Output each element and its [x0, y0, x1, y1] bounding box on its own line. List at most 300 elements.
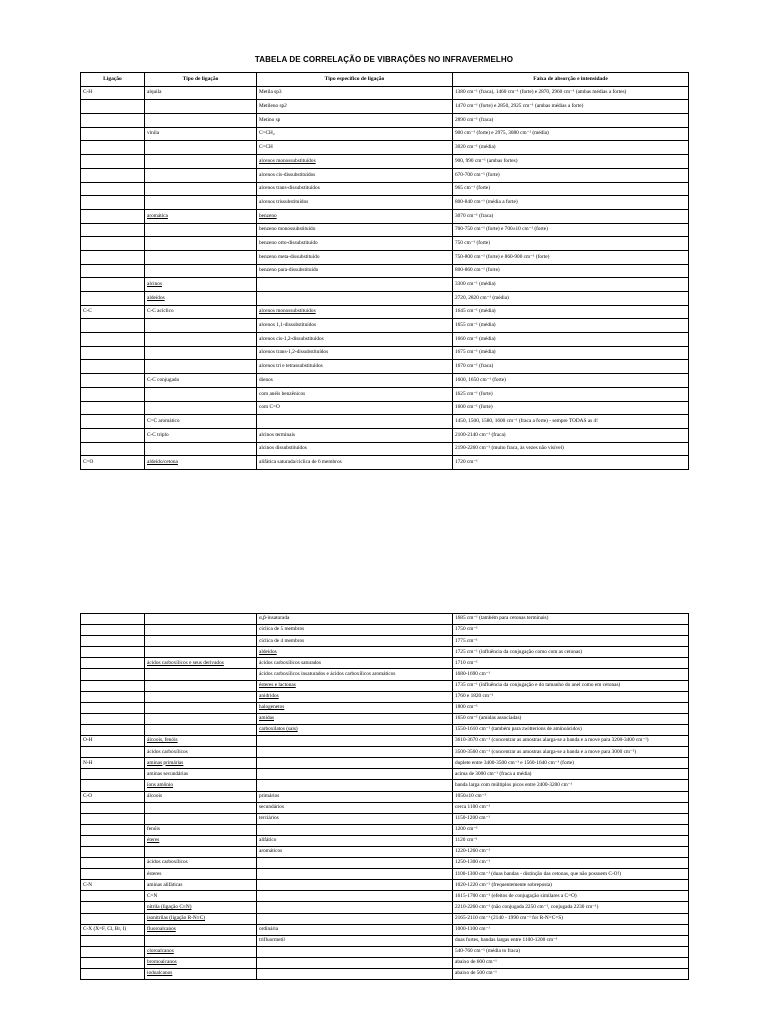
table-row — [81, 691, 689, 702]
bond-cell — [81, 428, 145, 442]
specific-type-cell: ordinária — [257, 924, 453, 935]
table-row — [81, 780, 689, 791]
table-row — [81, 669, 689, 680]
bond-cell — [81, 747, 145, 758]
absorption-cell: 1675 cm⁻¹ (média) — [453, 346, 689, 360]
page-title: TABELA DE CORRELAÇÃO DE VIBRAÇÕES NO INFRAVERMELHO — [254, 55, 514, 64]
absorption-cell: 1615-1700 cm⁻¹ (efeitos de conjugação similares a C=O) — [453, 891, 689, 902]
bond-cell — [81, 802, 145, 813]
bond-type-cell — [145, 647, 257, 658]
bond-type-cell — [145, 141, 257, 155]
absorption-cell: 1220-1260 cm⁻¹ — [453, 846, 689, 857]
specific-type-cell — [257, 858, 453, 869]
bond-type-cell: nitrila (ligação C≡N) — [145, 902, 257, 913]
bond-cell — [81, 913, 145, 924]
bond-cell — [81, 264, 145, 278]
absorption-cell: 1450, 1500, 1580, 1600 cm⁻¹ (fraca a forte) - sempre TODAS as 4! — [453, 415, 689, 429]
absorption-cell: 1685 cm⁻¹ (também para cetonas terminais) — [453, 614, 689, 625]
absorption-cell: 2210-2260 cm⁻¹ (não conjugada 2250 cm⁻¹, conjugada 2230 cm⁻¹) — [453, 902, 689, 913]
bond-type-cell: C=N — [145, 891, 257, 902]
bond-type-cell — [145, 319, 257, 333]
bond-type-cell: bromoalcanos — [145, 957, 257, 968]
bond-type-cell: fenóis — [145, 824, 257, 835]
bond-cell — [81, 625, 145, 636]
bond-type-cell — [145, 724, 257, 735]
absorption-cell: 1645 cm⁻¹ (média) — [453, 305, 689, 319]
table-row — [81, 114, 689, 128]
bond-type-cell — [145, 846, 257, 857]
bond-type-cell — [145, 346, 257, 360]
specific-type-cell: Metila sp3 — [257, 86, 453, 100]
bond-type-cell: alquila — [145, 86, 257, 100]
bond-type-cell: álcoois — [145, 791, 257, 802]
absorption-cell: 1050±10 cm⁻¹ — [453, 791, 689, 802]
absorption-cell: 1380 cm⁻¹ (fraca), 1460 cm⁻¹ (forte) e 2870, 2960 cm⁻¹ (ambas médias a fortes) — [453, 86, 689, 100]
bond-cell — [81, 196, 145, 210]
bond-cell — [81, 724, 145, 735]
bond-type-cell: C-C conjugado — [145, 374, 257, 388]
specific-type-cell: alcenos monossubstituídos — [257, 155, 453, 169]
bond-type-cell — [145, 625, 257, 636]
bond-cell — [81, 969, 145, 980]
specific-type-cell: cíclica de 5 membros — [257, 625, 453, 636]
bond-type-cell — [145, 155, 257, 169]
bond-type-cell — [145, 196, 257, 210]
absorption-cell: duplete entre 3400-3500 cm⁻¹ e 1560-1640 cm⁻¹ (forte) — [453, 758, 689, 769]
table-row — [81, 223, 689, 237]
absorption-cell: 1660 cm⁻¹ (média) — [453, 333, 689, 347]
table-row — [81, 374, 689, 388]
bond-cell — [81, 442, 145, 456]
absorption-cell: 1720 cm⁻¹ — [453, 456, 689, 470]
absorption-cell: 1550-1610 cm⁻¹ (também para zwitterions de aminoácidos) — [453, 724, 689, 735]
specific-type-cell: benzeno para-dissubstituído — [257, 264, 453, 278]
bond-cell — [81, 127, 145, 141]
correlation-table-part-2 — [80, 613, 689, 980]
table-row — [81, 196, 689, 210]
bond-cell: C=O — [81, 456, 145, 470]
bond-type-cell — [145, 669, 257, 680]
absorption-cell: 750 cm⁻¹ (forte) — [453, 237, 689, 251]
absorption-cell: 2890 cm⁻¹ (fraca) — [453, 114, 689, 128]
absorption-cell: 1000-1100 cm⁻¹ — [453, 924, 689, 935]
specific-type-cell — [257, 824, 453, 835]
table-row — [81, 360, 689, 374]
table-row — [81, 769, 689, 780]
specific-type-cell: alifático — [257, 835, 453, 846]
table-row — [81, 680, 689, 691]
table-row — [81, 713, 689, 724]
bond-type-cell: éteres — [145, 835, 257, 846]
table-row — [81, 946, 689, 957]
bond-cell — [81, 858, 145, 869]
absorption-cell: banda larga com múltiplos picos entre 2400-3200 cm⁻¹ — [453, 780, 689, 791]
table-row — [81, 969, 689, 980]
bond-cell — [81, 237, 145, 251]
absorption-cell: 3610-3670 cm⁻¹ (concentrar as amostras alarga-se a banda e a move para 3200-3400 cm⁻¹) — [453, 736, 689, 747]
table-row — [81, 858, 689, 869]
specific-type-cell — [257, 869, 453, 880]
table-row — [81, 319, 689, 333]
specific-type-cell: com C=O — [257, 401, 453, 415]
absorption-cell: 1775 cm⁻¹ — [453, 636, 689, 647]
bond-type-cell: C-C triplo — [145, 428, 257, 442]
specific-type-cell: α,β-insaturada — [257, 614, 453, 625]
table-row — [81, 155, 689, 169]
specific-type-cell: anidridos — [257, 691, 453, 702]
specific-type-cell — [257, 946, 453, 957]
specific-type-cell — [257, 736, 453, 747]
specific-type-cell — [257, 957, 453, 968]
table-row — [81, 658, 689, 669]
bond-type-cell: aromática — [145, 209, 257, 223]
absorption-cell: 2165-2110 cm⁻¹ (2140 - 1990 cm⁻¹ for R-N=C=S) — [453, 913, 689, 924]
absorption-cell: 800-840 cm⁻¹ (média a forte) — [453, 196, 689, 210]
bond-type-cell — [145, 387, 257, 401]
specific-type-cell: benzeno meta-dissubstituído — [257, 250, 453, 264]
bond-cell — [81, 155, 145, 169]
specific-type-cell: amidas — [257, 713, 453, 724]
bond-cell: C-C — [81, 305, 145, 319]
bond-type-cell — [145, 168, 257, 182]
bond-cell: C-N — [81, 880, 145, 891]
specific-type-cell — [257, 278, 453, 292]
specific-type-cell: C=CH₂ — [257, 127, 453, 141]
specific-type-cell: alcenos 1,1-dissubstituídos — [257, 319, 453, 333]
specific-type-cell: ésteres e lactonas — [257, 680, 453, 691]
bond-type-cell — [145, 702, 257, 713]
bond-cell — [81, 891, 145, 902]
bond-cell — [81, 614, 145, 625]
absorption-cell: 3070 cm⁻¹ (fraca) — [453, 209, 689, 223]
specific-type-cell: primários — [257, 791, 453, 802]
bond-type-cell — [145, 223, 257, 237]
bond-cell — [81, 957, 145, 968]
table-row — [81, 813, 689, 824]
bond-type-cell — [145, 333, 257, 347]
specific-type-cell — [257, 415, 453, 429]
bond-cell — [81, 658, 145, 669]
bond-cell: C-X (X=F, Cl, Br, I) — [81, 924, 145, 935]
specific-type-cell: alcenos tri e tetrassubstituídos — [257, 360, 453, 374]
bond-type-cell: vinila — [145, 127, 257, 141]
bond-cell — [81, 415, 145, 429]
specific-type-cell: Metino sp — [257, 114, 453, 128]
bond-cell — [81, 100, 145, 114]
specific-type-cell — [257, 747, 453, 758]
specific-type-cell — [257, 780, 453, 791]
absorption-cell: 900 cm⁻¹ (forte) e 2975, 3080 cm⁻¹ (média) — [453, 127, 689, 141]
table-row — [81, 442, 689, 456]
absorption-cell: acima de 3000 cm⁻¹ (fraca a média) — [453, 769, 689, 780]
absorption-cell: 1750 cm⁻¹ — [453, 625, 689, 636]
bond-type-cell: alcinos — [145, 278, 257, 292]
absorption-cell: 1800 cm⁻¹ — [453, 702, 689, 713]
bond-cell — [81, 769, 145, 780]
specific-type-cell — [257, 880, 453, 891]
absorption-cell: abaixo de 500 cm⁻¹ — [453, 969, 689, 980]
specific-type-cell: alcenos cis-1,2-dissubstituídos — [257, 333, 453, 347]
specific-type-cell — [257, 758, 453, 769]
absorption-cell: duas fortes, bandas largas entre 1100-1200 cm⁻¹ — [453, 935, 689, 946]
specific-type-cell — [257, 902, 453, 913]
bond-type-cell: aminas primárias — [145, 758, 257, 769]
absorption-cell: 1655 cm⁻¹ (média) — [453, 319, 689, 333]
bond-type-cell — [145, 264, 257, 278]
bond-type-cell: C=C aromático — [145, 415, 257, 429]
absorption-cell: 900, 990 cm⁻¹ (ambas fortes) — [453, 155, 689, 169]
table-row — [81, 100, 689, 114]
specific-type-cell: alcenos monossubstituídos — [257, 305, 453, 319]
table-row — [81, 182, 689, 196]
specific-type-cell: benzeno — [257, 209, 453, 223]
specific-type-cell: alcenos trissubstituídos — [257, 196, 453, 210]
bond-type-cell — [145, 691, 257, 702]
table-row — [81, 305, 689, 319]
bond-type-cell: C-C acíclico — [145, 305, 257, 319]
table-row — [81, 724, 689, 735]
specific-type-cell: Metileno sp2 — [257, 100, 453, 114]
bond-type-cell — [145, 401, 257, 415]
table-row — [81, 902, 689, 913]
bond-cell — [81, 669, 145, 680]
bond-type-cell — [145, 614, 257, 625]
table-row — [81, 891, 689, 902]
bond-cell — [81, 209, 145, 223]
specific-type-cell: alcenos trans-1,2-dissubstituídos — [257, 346, 453, 360]
absorption-cell: 1670 cm⁻¹ (fraca) — [453, 360, 689, 374]
table-row — [81, 209, 689, 223]
bond-cell — [81, 182, 145, 196]
bond-cell — [81, 846, 145, 857]
bond-type-cell: íons amônio — [145, 780, 257, 791]
bond-type-cell — [145, 182, 257, 196]
specific-type-cell: secundários — [257, 802, 453, 813]
table-row — [81, 387, 689, 401]
bond-cell — [81, 346, 145, 360]
header-specific-type: Tipo específico de ligação — [257, 73, 453, 87]
absorption-cell: 1735 cm⁻¹ (influência da conjugação e do tamanho do anel como em cetonas) — [453, 680, 689, 691]
absorption-cell: 965 cm⁻¹ (forte) — [453, 182, 689, 196]
table-row — [81, 647, 689, 658]
bond-type-cell — [145, 713, 257, 724]
specific-type-cell: aromáticos — [257, 846, 453, 857]
absorption-cell: 1725 cm⁻¹ (influência da conjugação como com as cetonas) — [453, 647, 689, 658]
table-row — [81, 141, 689, 155]
bond-cell — [81, 374, 145, 388]
bond-type-cell: iodoalcanos — [145, 969, 257, 980]
table-header-row — [81, 73, 689, 87]
table-row — [81, 846, 689, 857]
absorption-cell: 2190-2260 cm⁻¹ (muito fraca, às vezes não visível) — [453, 442, 689, 456]
table-row — [81, 924, 689, 935]
absorption-cell: 2100-2140 cm⁻¹ (fraca) — [453, 428, 689, 442]
absorption-cell: 1710 cm⁻¹ — [453, 658, 689, 669]
specific-type-cell: dienos — [257, 374, 453, 388]
specific-type-cell: aldeídos — [257, 647, 453, 658]
absorption-cell: 1625 cm⁻¹ (forte) — [453, 387, 689, 401]
table-row — [81, 880, 689, 891]
bond-type-cell: aldeído/cetona — [145, 456, 257, 470]
bond-cell — [81, 680, 145, 691]
absorption-cell: cerca 1100 cm⁻¹ — [453, 802, 689, 813]
absorption-cell: 700-750 cm⁻¹ (forte) e 700±10 cm⁻¹ (forte) — [453, 223, 689, 237]
specific-type-cell — [257, 292, 453, 306]
absorption-cell: 1470 cm⁻¹ (forte) e 2850, 2925 cm⁻¹ (ambas médias a forte) — [453, 100, 689, 114]
bond-cell — [81, 319, 145, 333]
specific-type-cell: com anéis benzênicos — [257, 387, 453, 401]
absorption-cell: 800-860 cm⁻¹ (forte) — [453, 264, 689, 278]
bond-type-cell: isonitrilas (ligação R-N≡C) — [145, 913, 257, 924]
table-row — [81, 736, 689, 747]
absorption-cell: 2720, 2820 cm⁻¹ (média) — [453, 292, 689, 306]
table-row — [81, 636, 689, 647]
table-row — [81, 278, 689, 292]
table-row — [81, 614, 689, 625]
specific-type-cell — [257, 969, 453, 980]
specific-type-cell: alcinos dissubstituídos — [257, 442, 453, 456]
absorption-cell: 1250-1300 cm⁻¹ — [453, 858, 689, 869]
bond-cell — [81, 780, 145, 791]
bond-cell — [81, 935, 145, 946]
bond-cell — [81, 401, 145, 415]
bond-type-cell — [145, 935, 257, 946]
table-row — [81, 292, 689, 306]
table-row — [81, 127, 689, 141]
bond-cell — [81, 292, 145, 306]
table-row — [81, 264, 689, 278]
absorption-cell: 1650 cm⁻¹ (amidas associadas) — [453, 713, 689, 724]
bond-cell — [81, 114, 145, 128]
specific-type-cell: halogenetos — [257, 702, 453, 713]
absorption-cell: 3300 cm⁻¹ (média) — [453, 278, 689, 292]
specific-type-cell: cíclica de 4 membros — [257, 636, 453, 647]
table-row — [81, 401, 689, 415]
absorption-cell: 1120 cm⁻¹ — [453, 835, 689, 846]
bond-cell — [81, 278, 145, 292]
table-row — [81, 869, 689, 880]
table-row — [81, 333, 689, 347]
table-row — [81, 625, 689, 636]
bond-cell — [81, 902, 145, 913]
bond-cell — [81, 387, 145, 401]
absorption-cell: 1100-1300 cm⁻¹ (duas bandas - distinção das cetonas, que não possuem C-O!) — [453, 869, 689, 880]
bond-type-cell — [145, 100, 257, 114]
table-row — [81, 86, 689, 100]
absorption-cell: 670-700 cm⁻¹ (forte) — [453, 168, 689, 182]
bond-cell — [81, 691, 145, 702]
bond-type-cell — [145, 680, 257, 691]
bond-type-cell — [145, 636, 257, 647]
bond-cell — [81, 946, 145, 957]
bond-type-cell: aminas secundárias — [145, 769, 257, 780]
absorption-cell: 1600, 1650 cm⁻¹ (forte) — [453, 374, 689, 388]
bond-cell — [81, 168, 145, 182]
absorption-cell: 1680-1690 cm⁻¹ — [453, 669, 689, 680]
table-row — [81, 456, 689, 470]
absorption-cell: 1200 cm⁻¹ — [453, 824, 689, 835]
bond-cell — [81, 869, 145, 880]
table-row — [81, 428, 689, 442]
specific-type-cell: C=CH — [257, 141, 453, 155]
specific-type-cell: ácidos carboxílicos saturados — [257, 658, 453, 669]
absorption-cell: abaixo de 600 cm⁻¹ — [453, 957, 689, 968]
bond-type-cell — [145, 802, 257, 813]
table-row — [81, 250, 689, 264]
absorption-cell: 3020 cm⁻¹ (média) — [453, 141, 689, 155]
absorption-cell: 1150-1200 cm⁻¹ — [453, 813, 689, 824]
table-row — [81, 913, 689, 924]
table-row — [81, 237, 689, 251]
specific-type-cell — [257, 913, 453, 924]
specific-type-cell: benzeno orto-dissubstituído — [257, 237, 453, 251]
table-row — [81, 758, 689, 769]
specific-type-cell: terciários — [257, 813, 453, 824]
bond-type-cell — [145, 813, 257, 824]
bond-cell — [81, 333, 145, 347]
absorption-cell: 750-800 cm⁻¹ (forte) e 860-900 cm⁻¹ (forte) — [453, 250, 689, 264]
bond-type-cell: ácidos carboxílicos — [145, 858, 257, 869]
bond-type-cell: cloroalcanos — [145, 946, 257, 957]
specific-type-cell — [257, 769, 453, 780]
table-row — [81, 824, 689, 835]
bond-cell: N-H — [81, 758, 145, 769]
table-row — [81, 168, 689, 182]
bond-cell — [81, 360, 145, 374]
specific-type-cell: alifática saturada/cíclica de 6 membros — [257, 456, 453, 470]
specific-type-cell: alcinos terminais — [257, 428, 453, 442]
table-row — [81, 935, 689, 946]
header-bond-type: Tipo de ligação — [145, 73, 257, 87]
table-row — [81, 415, 689, 429]
bond-cell — [81, 713, 145, 724]
bond-cell — [81, 824, 145, 835]
bond-cell — [81, 636, 145, 647]
specific-type-cell: alcenos trans-dissubstituídos — [257, 182, 453, 196]
bond-type-cell: álcoois, fenóis — [145, 736, 257, 747]
specific-type-cell: carboxilatos (sais) — [257, 724, 453, 735]
bond-cell: O-H — [81, 736, 145, 747]
table-row — [81, 791, 689, 802]
bond-cell: C-H — [81, 86, 145, 100]
bond-type-cell — [145, 237, 257, 251]
header-absorption-range: Faixa de absorção e intensidade — [453, 73, 689, 87]
specific-type-cell — [257, 891, 453, 902]
specific-type-cell: trifluormetil — [257, 935, 453, 946]
bond-cell: C-O — [81, 791, 145, 802]
table-row — [81, 747, 689, 758]
bond-cell — [81, 835, 145, 846]
table-row — [81, 702, 689, 713]
bond-type-cell — [145, 360, 257, 374]
table-row — [81, 835, 689, 846]
bond-type-cell: fluoroalcanos — [145, 924, 257, 935]
specific-type-cell: alcenos cis-dissubstituídos — [257, 168, 453, 182]
bond-cell — [81, 223, 145, 237]
correlation-table-part-1 — [80, 72, 689, 470]
bond-type-cell: aminas alifáticas — [145, 880, 257, 891]
table-row — [81, 346, 689, 360]
table-row — [81, 802, 689, 813]
bond-type-cell — [145, 442, 257, 456]
bond-cell — [81, 141, 145, 155]
bond-type-cell: aldeídos — [145, 292, 257, 306]
bond-cell — [81, 813, 145, 824]
bond-type-cell — [145, 114, 257, 128]
bond-type-cell — [145, 250, 257, 264]
absorption-cell: 1600 cm⁻¹ (forte) — [453, 401, 689, 415]
absorption-cell: 1020-1220 cm⁻¹ (frequentemente sobreposta) — [453, 880, 689, 891]
